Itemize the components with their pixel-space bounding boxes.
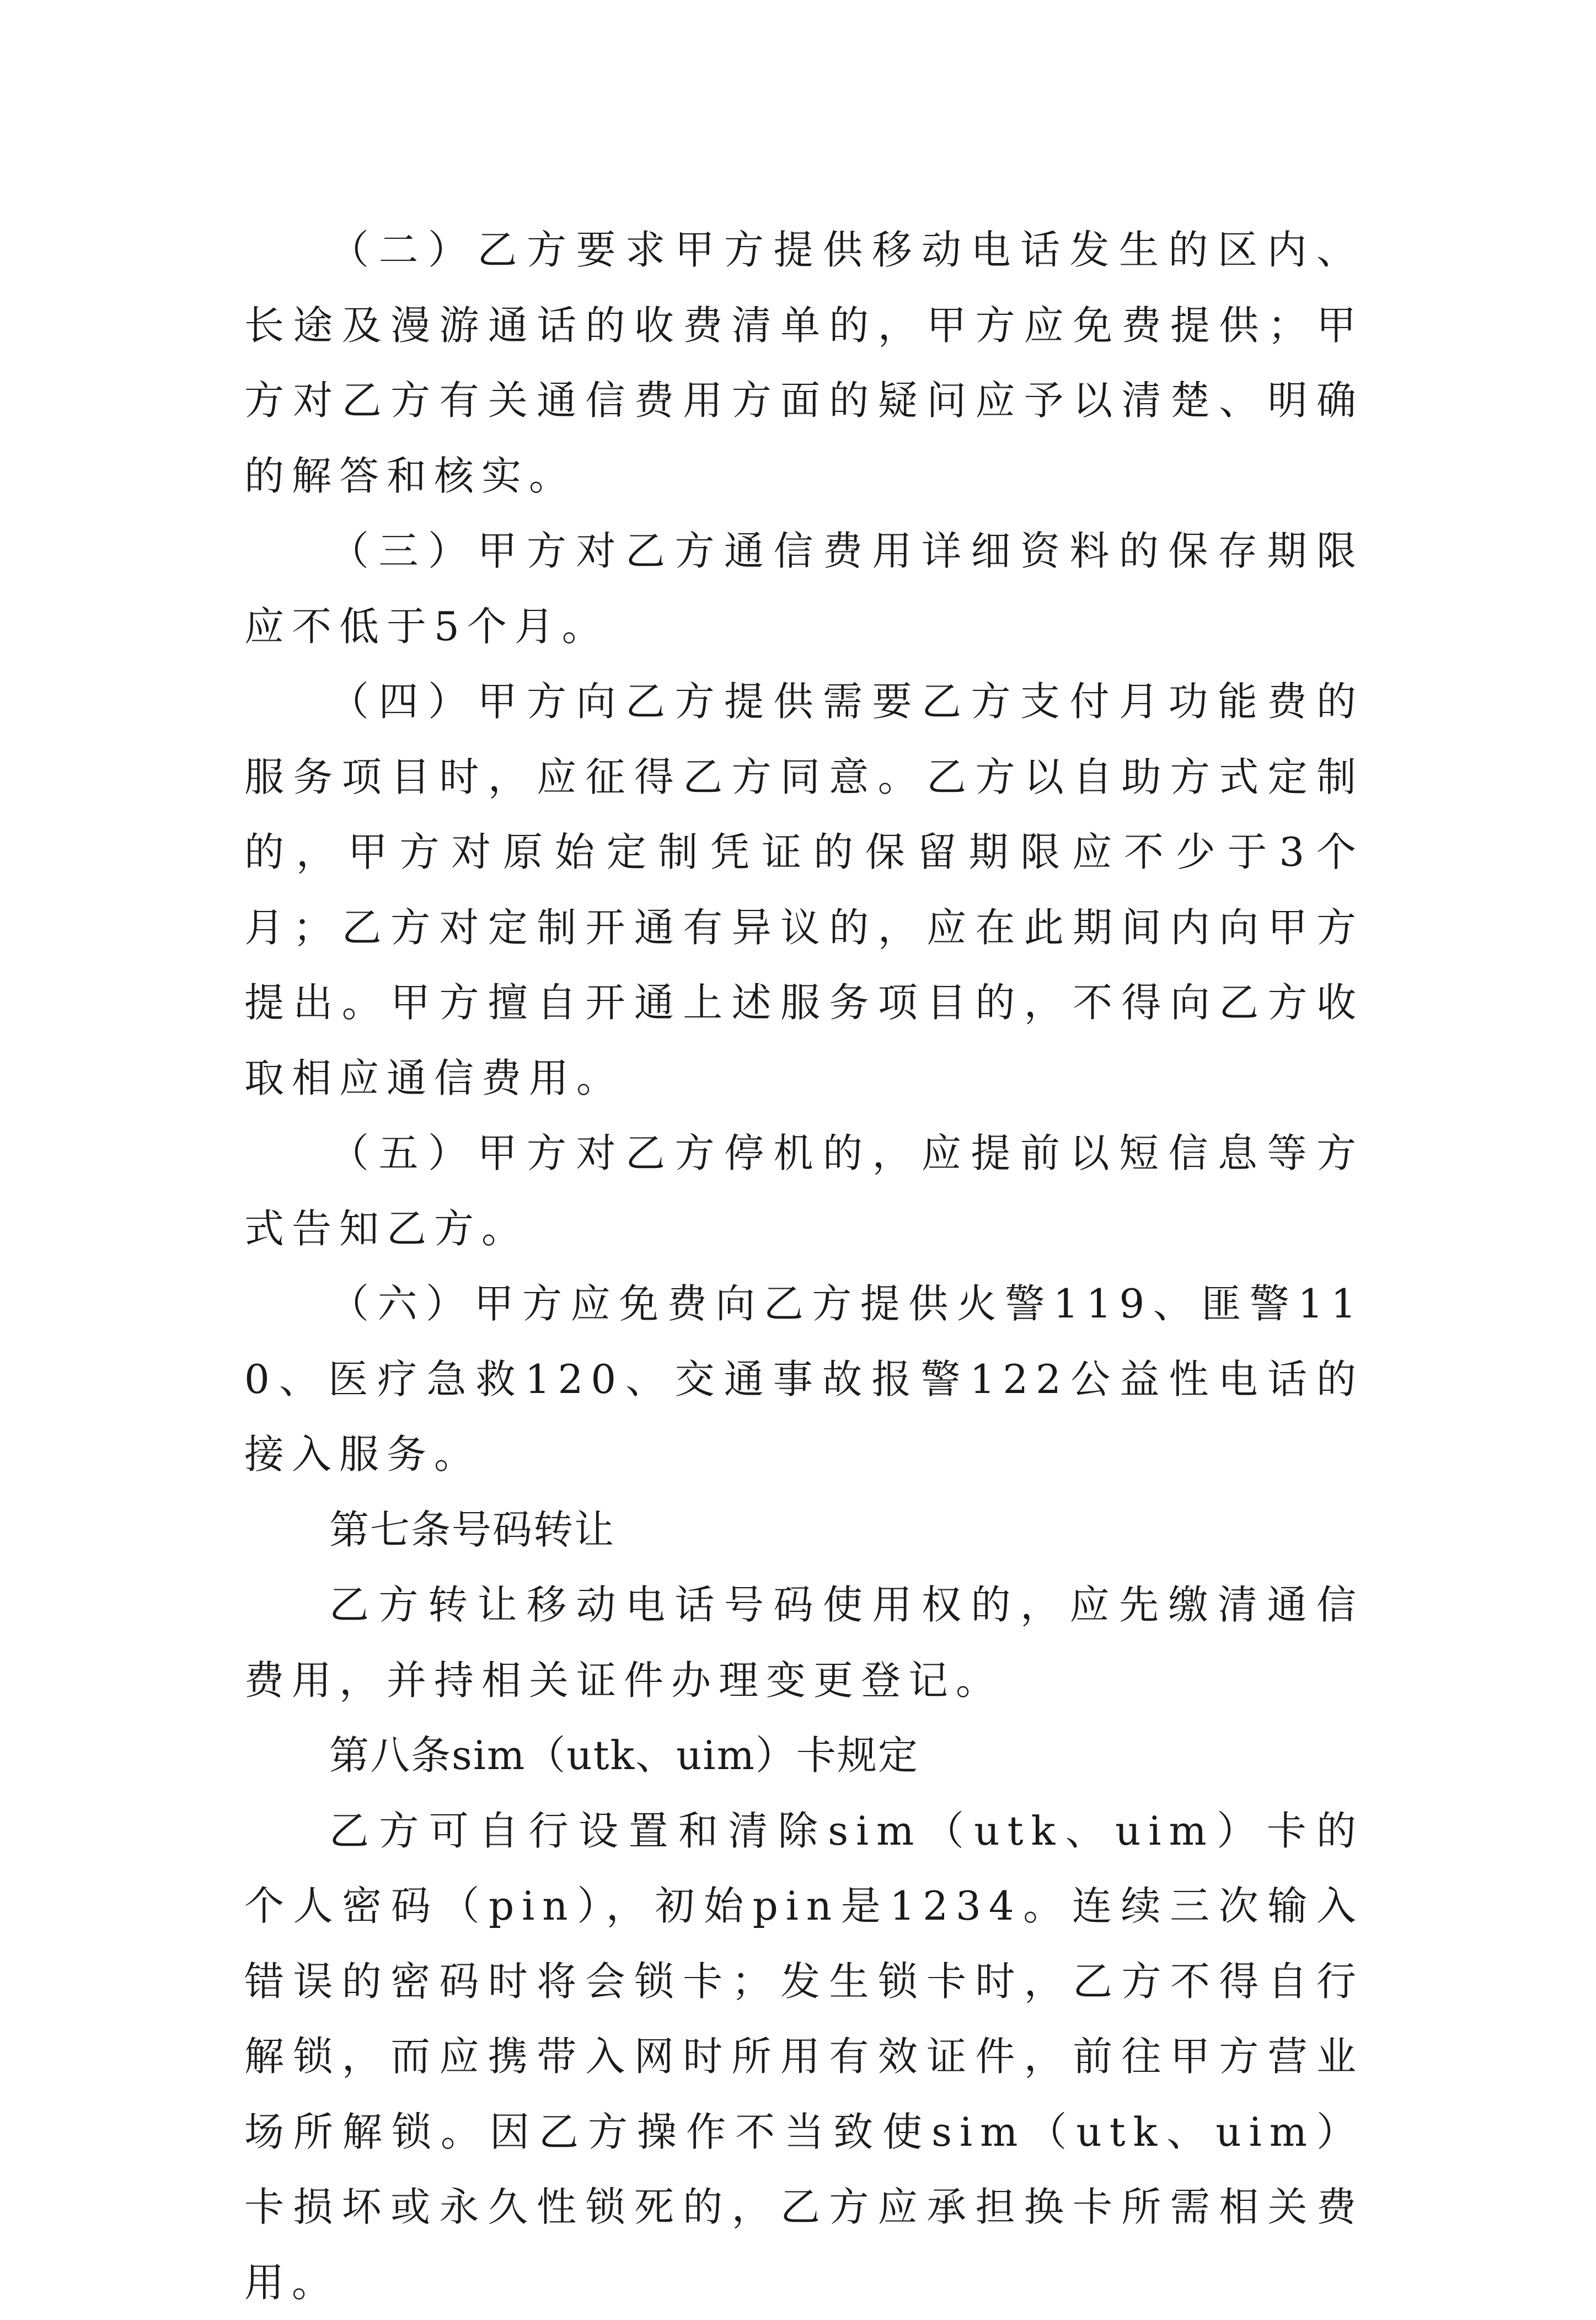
paragraph-5: （五）甲方对乙方停机的，应提前以短信息等方式告知乙方。 (244, 1116, 1364, 1266)
paragraph-2: （二）乙方要求甲方提供移动电话发生的区内、长途及漫游通话的收费清单的，甲方应免费提供；甲方对乙方有关通信费用方面的疑问应予以清楚、明确的解答和核实。 (244, 212, 1364, 513)
document-page (244, 212, 1364, 2320)
paragraph-3: （三）甲方对乙方通信费用详细资料的保存期限应不低于5个月。 (244, 513, 1364, 664)
article-8-body: 乙方可自行设置和清除sim（utk、uim）卡的个人密码（pin），初始pin是1234。连续三次输入错误的密码时将会锁卡；发生锁卡时，乙方不得自行解锁，而应携带入网时所用有效证件，前往甲方营业场所解锁。因乙方操作不当致使sim（utk、uim）卡损坏或永久性锁死的，乙方应承担换卡所需相关费用。 (244, 1793, 1364, 2320)
paragraph-4: （四）甲方向乙方提供需要乙方支付月功能费的服务项目时，应征得乙方同意。乙方以自助方式定制的，甲方对原始定制凭证的保留期限应不少于3个月；乙方对定制开通有异议的，应在此期间内向甲方提出。甲方擅自开通上述服务项目的，不得向乙方收取相应通信费用。 (244, 664, 1364, 1116)
paragraph-6: （六）甲方应免费向乙方提供火警119、匪警110、医疗急救120、交通事故报警122公益性电话的接入服务。 (244, 1266, 1364, 1492)
article-7-heading: 第七条号码转让 (244, 1492, 1364, 1568)
article-8-heading: 第八条sim（utk、uim）卡规定 (244, 1718, 1364, 1793)
article-7-body: 乙方转让移动电话号码使用权的，应先缴清通信费用，并持相关证件办理变更登记。 (244, 1567, 1364, 1718)
